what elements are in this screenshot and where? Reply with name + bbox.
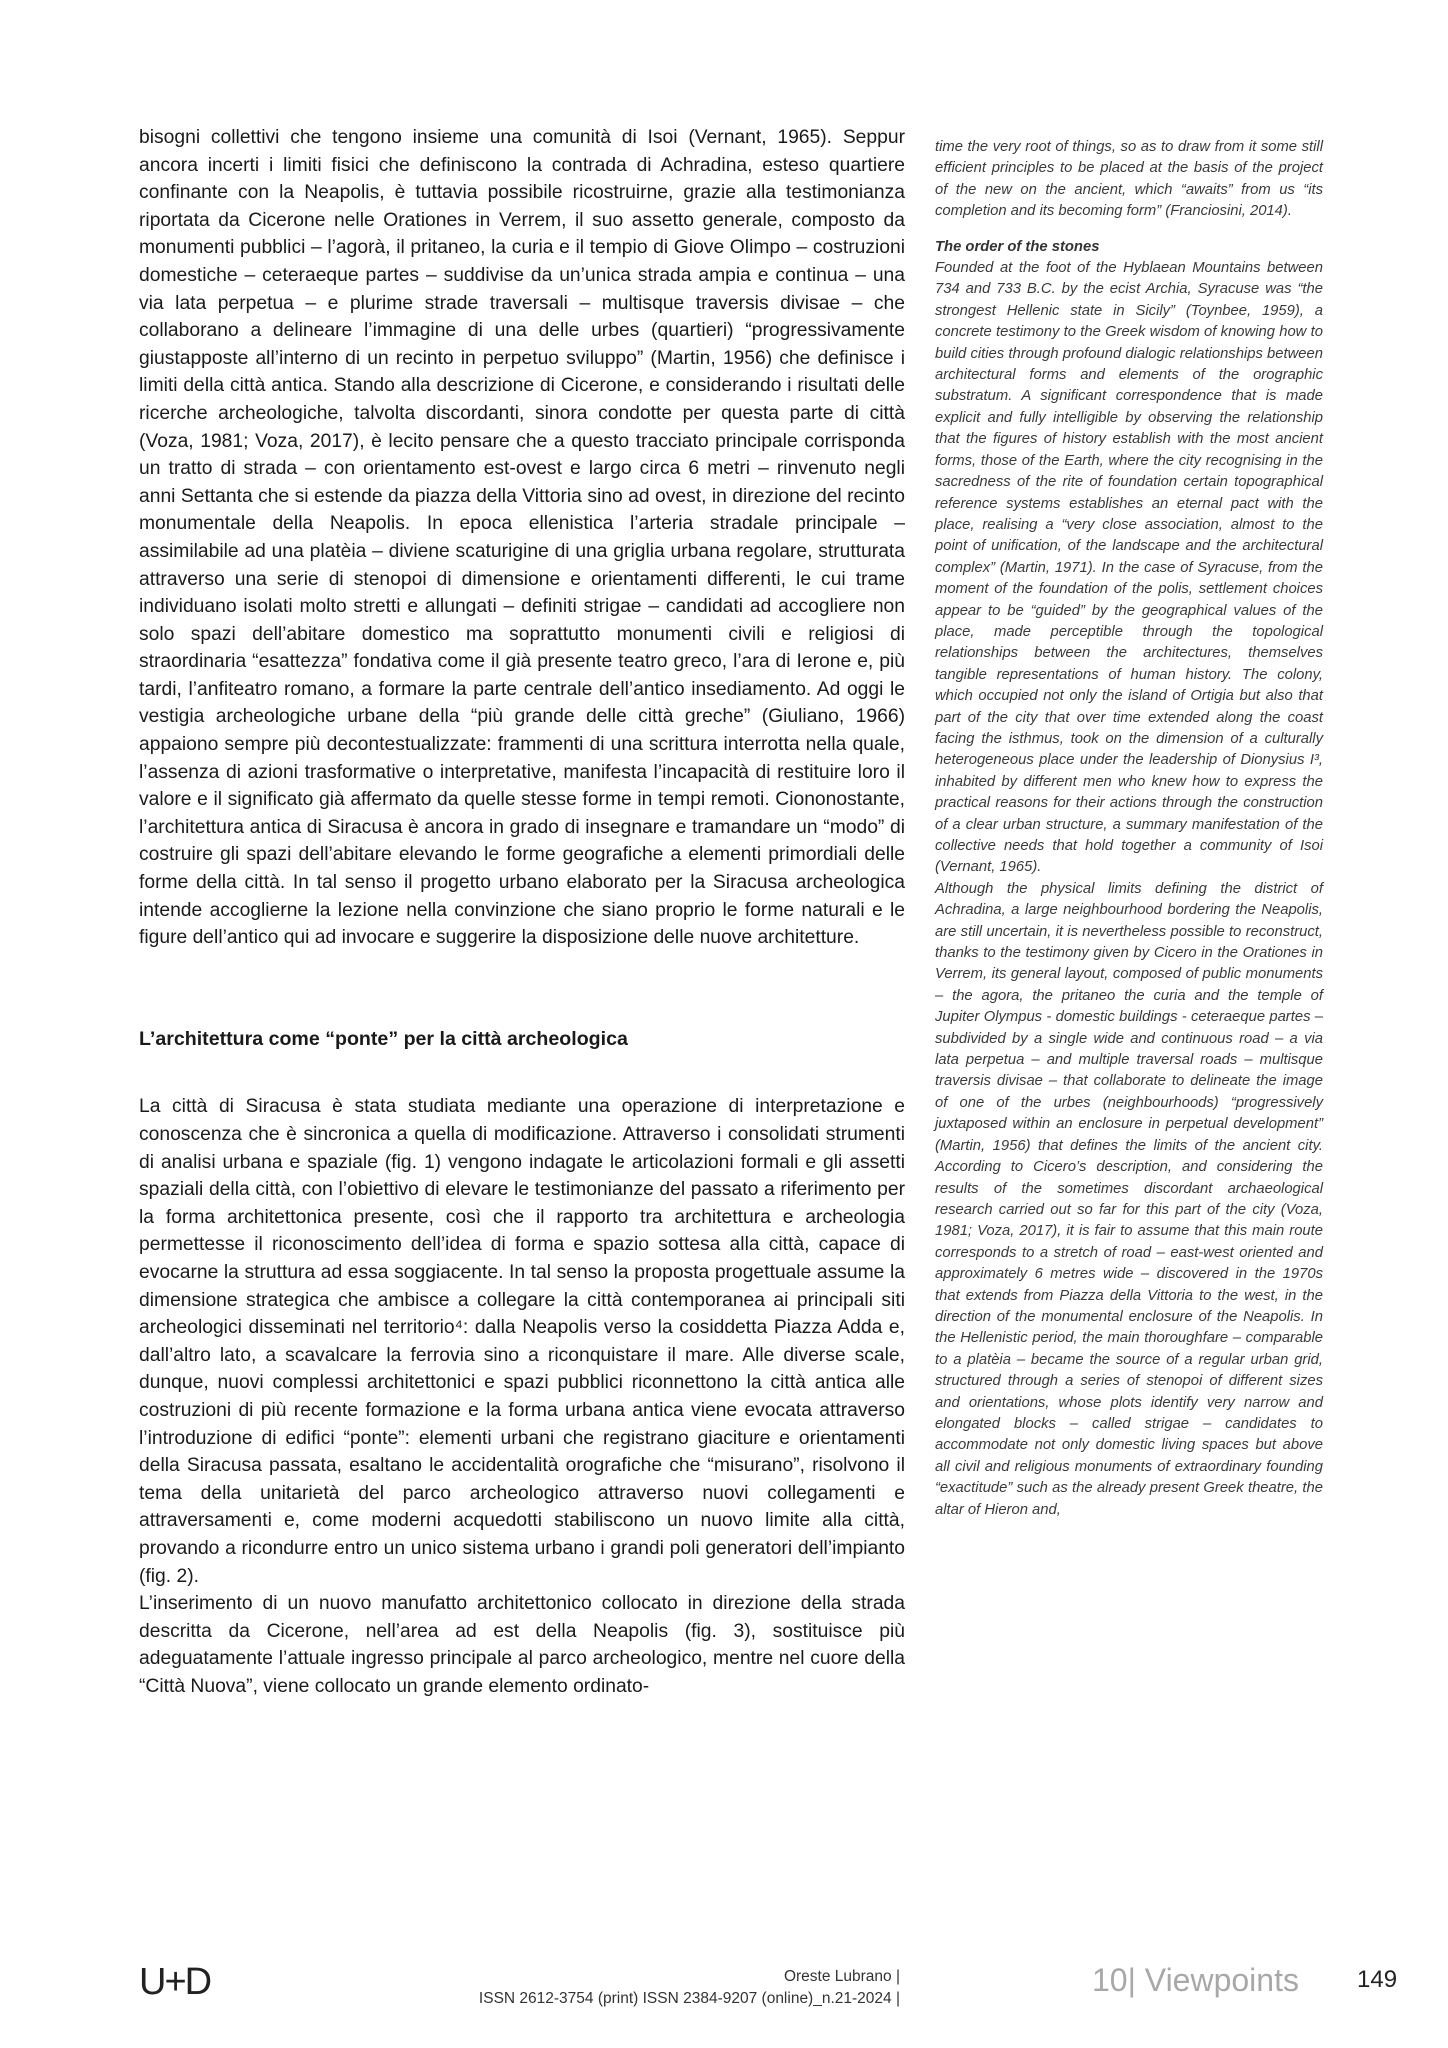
footer-section-label: 10| Viewpoints	[1092, 1962, 1299, 1998]
main-column	[139, 124, 905, 1700]
footer-issn: ISSN 2612-3754 (print) ISSN 2384-9207 (online)_n.21-2024 |	[478, 1990, 900, 2007]
heading-spacer	[139, 1053, 905, 1093]
main-paragraph-1: bisogni collettivi che tengono insieme una comunità di Isoi (Vernant, 1965). Seppur ancora incerti i limiti fisici che definiscono la contrada di Achradina, esteso quartiere confinante con la Neapolis, è tuttavia possibile ricostruirne, grazie alla testimonianza riportata da Cicerone nelle Orationes in Verrem, il suo assetto generale, composto da monumenti pubblici – l’agorà, il pritaneo, la curia e il tempio di Giove Olimpo – costruzioni domestiche – ceteraeque partes – suddivise da un’unica strada ampia e continua – una via lata perpetua – e plurime strade traversali – multisque traversis divisae – che collaborano a delineare l’immagine di una delle urbes (quartieri) “progressivamente giustapposte all’interno di un recinto in perpetuo sviluppo” (Martin, 1956) che definisce i limiti della città antica. Stando alla descrizione di Cicerone, e considerando i risultati delle ricerche archeologiche, talvolta discordanti, sinora condotte per questa parte di città (Voza, 1981; Voza, 2017), è lecito pensare che a questo tracciato principale corrisponda un tratto di strada – con orientamento est-ovest e largo circa 6 metri – rinvenuto negli anni Settanta che si estende da piazza della Vittoria sino ad ovest, in direzione del recinto monumentale della Neapolis. In epoca ellenistica l’arteria stradale principale – assimilabile ad una platèia – diviene scaturigine di una griglia urbana regolare, strutturata attraverso una serie di stenopoi di dimensione e orientamenti differenti, le cui trame individuano isolati molto stretti e allungati – definiti strigae – candidati ad accogliere non solo spazi dell’abitare domestico ma soprattutto monumenti civili e religiosi di straordinaria “esattezza” fondativa come il già presente teatro greco, l’ara di Ierone e, più tardi, l’anfiteatro romano, a formare la parte centrale dell’antico insediamento. Ad oggi le vestigia archeologiche urbane della “più grande delle città greche” (Giuliano, 1966) appaiono sempre più decontestualizzate: frammenti di una scrittura interrotta nella quale, l’assenza di azioni trasformative o interpretative, manifesta l’incapacità di restituire loro il valore e il significato già affermato da quelle stesse forme in tempi remoti. Ciononostante, l’architettura antica di Siracusa è ancora in grado di insegnare e tramandare un “modo” di costruire gli spazi dell’abitare elevando le forme geografiche a elementi primordiali delle forme della città. In tal senso il progetto urbano elaborato per la Siracusa archeologica intende accoglierne la lezione nella convinzione che siano proprio le forme naturali e le figure dell’antico qui ad invocare e suggerire la disposizione delle nuove architetture.	[139, 127, 905, 949]
footer-author: Oreste Lubrano |	[783, 1968, 900, 1985]
side-paragraph-3: Although the physical limits defining the district of Achradina, a large neighbourhood bordering the Neapolis, are still uncertain, it is nevertheless possible to reconstruct, thanks to the testimony given by Cicero in the Orationes in Verrem, its general layout, composed of public monuments – the agora, the pritaneo the curia and the temple of Jupiter Olympus - domestic buildings - ceteraeque partes – subdivided by a single wide and continuous road – a via lata perpetua – and multiple traversal roads – multisque traversis divisae – that collaborate to delineate the image of one of the urbes (neighbourhoods) “progressively juxtaposed within an enclosure in perpetual development” (Martin, 1956) that defines the limits of the ancient city. According to Cicero’s description, and considering the results of the sometimes discordant archaeological research carried out so far for this part of the city (Voza, 1981; Voza, 2017), it is fair to assume that this main route corresponds to a stretch of road – east-west oriented and approximately 6 metres wide – discovered in the 1970s that extends from Piazza della Vittoria to the west, in the direction of the monumental enclosure of the Neapolis. In the Hellenistic period, the main thoroughfare – comparable to a platèia – became the source of a regular urban grid, structured through a series of stenopoi of different sizes and orientations, whose plots identify very narrow and elongated blocks – called strigae – candidates to accommodate not only domestic living spaces but above all civil and religious monuments of extraordinary founding “exactitude” such as the already present Greek theatre, the altar of Hieron and,	[935, 880, 1323, 1518]
main-paragraph-2: La città di Siracusa è stata studiata mediante una operazione di interpretazione e conoscenza che è sincronica a quella di modificazione. Attraverso i consolidati strumenti di analisi urbana e spaziale (fig. 1) vengono indagate le articolazioni formali e gli assetti spaziali della città, con l’obiettivo di elevare le testimonianze del passato a riferimento per la forma architettonica presente, così che il rapporto tra architettura e archeologia permettesse il riconoscimento dell’idea di forma e spazio sottesa alla città, capace di evocarne la struttura ad essa soggiacente. In tal senso la proposta progettuale assume la dimensione strategica che ambisce a collegare la città contemporanea ai principali siti archeologici disseminati nel territorio⁴: dalla Neapolis verso la cosiddetta Piazza Adda e, dall’altro lato, a scavalcare la ferrovia sino a riconquistare il mare. Alle diverse scale, dunque, nuovi complessi architettonici e spazi pubblici riconnettono la città antica alle costruzioni di più recente formazione e la forma urbana antica viene evocata attraverso l’introduzione di edifici “ponte”: elementi urbani che registrano giaciture e orientamenti della Siracusa passata, esaltano le accidentalità orografiche che “misurano”, risolvono il tema della unitarietà del parco archeologico attraverso nuovi collegamenti e attraversamenti e, come moderni acquedotti stabiliscono un nuovo limite alla città, provando a ricondurre entro un unico sistema urbano i grandi poli generatori dell’impianto (fig. 2).	[139, 1096, 905, 1587]
side-paragraph-2: Founded at the foot of the Hyblaean Mountains between 734 and 733 B.C. by the ecist Archia, Syracuse was “the strongest Hellenic state in Sicily” (Toynbee, 1959), a concrete testimony to the Greek wisdom of knowing how to build cities through profound dialogic relationships between architectural forms and elements of the orographic substratum. A significant correspondence that is made explicit and fully intelligible by observing the relationship that the figures of history establish with the most ancient forms, those of the Earth, where the city recognising in the sacredness of the rite of foundation certain topographical reference systems establishes an eternal pact with the place, realising a “very close association, almost to the point of unification, of the landscape and the architectural complex” (Martin, 1971). In the case of Syracuse, from the moment of the foundation of the polis, settlement choices appear to be “guided” by the geographical values of the place, made perceptible through the topological relationships between the architectures, themselves tangible representations of human history. The colony, which occupied not only the island of Ortigia but also that part of the city that over time extended along the coast facing the isthmus, took on the dimension of a culturally heterogeneous place under the leadership of Dionysius I³, inhabited by different men who knew how to express the practical reasons for their actions through the construction of a clear urban structure, a summary manifestation of the collective needs that hold together a community of Isoi (Vernant, 1965).	[935, 260, 1323, 876]
journal-logo: U+D	[139, 1961, 211, 2003]
footer-meta	[479, 1966, 900, 2010]
side-heading: The order of the stones	[935, 238, 1100, 255]
section-spacer	[139, 952, 905, 1026]
page-number: 149	[1357, 1966, 1398, 1993]
side-paragraph-1: time the very root of things, so as to draw from it some still efficient principles to be placed at the basis of the project of the new on the ancient, which “awaits” from us “its completion and its becoming form” (Franciosini, 2014).	[935, 139, 1323, 220]
english-translation-column	[935, 137, 1323, 1521]
main-paragraph-3: L’inserimento di un nuovo manufatto architettonico collocato in direzione della strada descritta da Cicerone, nell’area ad est della Neapolis (fig. 3), sostituisce più adeguatamente l’attuale ingresso principale al parco archeologico, mentre nel cuore della “Città Nuova”, viene collocato un grande elemento ordinato-	[139, 1593, 905, 1697]
section-heading: L’architettura come “ponte” per la città archeologica	[139, 1027, 628, 1050]
